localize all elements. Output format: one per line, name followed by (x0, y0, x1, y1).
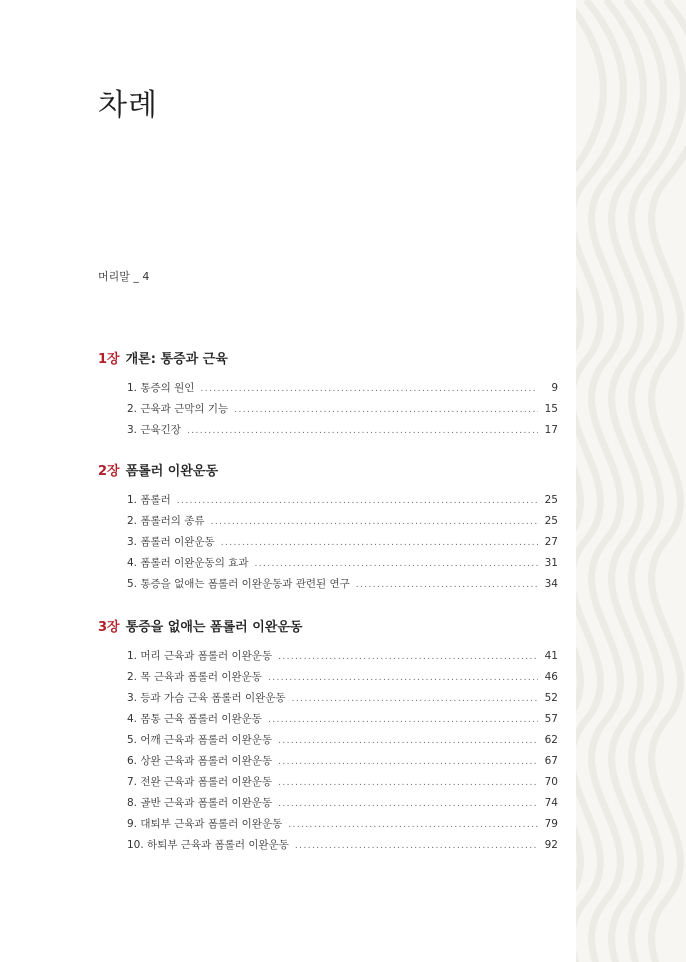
entry-title: 5. 통증을 없애는 폼롤러 이완운동과 관련된 연구 (127, 578, 350, 590)
dot-leader (234, 400, 538, 421)
chapter-3 (98, 618, 558, 856)
entry-title: 4. 폼롤러 이완운동의 효과 (127, 557, 249, 569)
entry-title: 3. 폼롤러 이완운동 (127, 536, 215, 548)
toc-entry[interactable] (98, 793, 558, 814)
toc-entry[interactable] (98, 378, 558, 399)
entry-page-number: 25 (544, 515, 558, 527)
entry-title: 2. 목 근육과 폼롤러 이완운동 (127, 671, 262, 683)
preface-entry[interactable]: 머리말 _ 4 (98, 270, 150, 283)
chapter-number: 3장 (98, 620, 120, 635)
entry-title: 3. 근육긴장 (127, 424, 181, 436)
entry-page-number: 74 (544, 797, 558, 809)
toc-entry[interactable] (98, 553, 558, 574)
chapter-heading[interactable] (98, 618, 558, 638)
dot-leader (292, 689, 538, 710)
entry-page-number: 92 (544, 839, 558, 851)
toc-entry[interactable] (98, 730, 558, 751)
entry-title: 2. 폼롤러의 종류 (127, 515, 205, 527)
dot-leader (268, 668, 538, 689)
entry-title: 5. 어깨 근육과 폼롤러 이완운동 (127, 734, 273, 746)
entry-title: 1. 머리 근육과 폼롤러 이완운동 (127, 650, 273, 662)
chapter-title: 개론: 통증과 근육 (125, 352, 228, 367)
toc-entry[interactable] (98, 751, 558, 772)
toc-entry[interactable] (98, 511, 558, 532)
entry-page-number: 62 (544, 734, 558, 746)
toc-entry[interactable] (98, 814, 558, 835)
dot-leader (278, 647, 538, 668)
toc-entry[interactable] (98, 490, 558, 511)
entry-title: 10. 하퇴부 근육과 폼롤러 이완운동 (127, 839, 289, 851)
dot-leader (187, 421, 538, 442)
entry-page-number: 52 (544, 692, 558, 704)
entry-title: 8. 골반 근육과 폼롤러 이완운동 (127, 797, 273, 809)
page-title: 차례 (98, 88, 158, 123)
entry-page-number: 9 (551, 382, 558, 394)
chapter-1 (98, 350, 558, 441)
chapter-title: 통증을 없애는 폼롤러 이완운동 (125, 620, 303, 635)
entry-page-number: 15 (544, 403, 558, 415)
entry-page-number: 67 (544, 755, 558, 767)
dot-leader (278, 731, 538, 752)
entry-page-number: 41 (544, 650, 558, 662)
toc-entry[interactable] (98, 574, 558, 595)
dot-leader (278, 752, 538, 773)
dot-leader (200, 379, 538, 400)
chapter-title: 폼롤러 이완운동 (125, 464, 219, 479)
toc-entry[interactable] (98, 532, 558, 553)
dot-leader (356, 575, 538, 596)
toc-entry[interactable] (98, 709, 558, 730)
wave-pattern (576, 0, 686, 962)
dot-leader (268, 710, 538, 731)
chapter-number: 1장 (98, 352, 120, 367)
dot-leader (221, 533, 538, 554)
toc-entry[interactable] (98, 667, 558, 688)
toc-entry[interactable] (98, 646, 558, 667)
chapter-2 (98, 462, 558, 595)
entry-page-number: 79 (544, 818, 558, 830)
entry-page-number: 17 (544, 424, 558, 436)
entry-title: 2. 근육과 근막의 기능 (127, 403, 229, 415)
dot-leader (211, 512, 538, 533)
entry-title: 7. 전완 근육과 폼롤러 이완운동 (127, 776, 273, 788)
entry-title: 3. 등과 가슴 근육 폼롤러 이완운동 (127, 692, 286, 704)
toc-entry[interactable] (98, 688, 558, 709)
dot-leader (288, 815, 538, 836)
entry-page-number: 27 (544, 536, 558, 548)
dot-leader (278, 794, 538, 815)
toc-entry[interactable] (98, 420, 558, 441)
entry-title: 9. 대퇴부 근육과 폼롤러 이완운동 (127, 818, 283, 830)
entry-page-number: 25 (544, 494, 558, 506)
entry-page-number: 70 (544, 776, 558, 788)
entry-page-number: 31 (544, 557, 558, 569)
toc-entry[interactable] (98, 772, 558, 793)
entry-title: 1. 통증의 원인 (127, 382, 195, 394)
chapter-heading[interactable] (98, 350, 558, 370)
entry-page-number: 57 (544, 713, 558, 725)
entry-title: 4. 몸통 근육 폼롤러 이완운동 (127, 713, 262, 725)
dot-leader (278, 773, 538, 794)
entry-page-number: 34 (544, 578, 558, 590)
toc-entry[interactable] (98, 399, 558, 420)
dot-leader (295, 836, 538, 857)
toc-entry[interactable] (98, 835, 558, 856)
entry-title: 6. 상완 근육과 폼롤러 이완운동 (127, 755, 273, 767)
decorative-wave-panel (576, 0, 686, 962)
entry-page-number: 46 (544, 671, 558, 683)
dot-leader (254, 554, 538, 575)
chapter-heading[interactable] (98, 462, 558, 482)
chapter-number: 2장 (98, 464, 120, 479)
dot-leader (177, 491, 538, 512)
entry-title: 1. 폼롤러 (127, 494, 171, 506)
